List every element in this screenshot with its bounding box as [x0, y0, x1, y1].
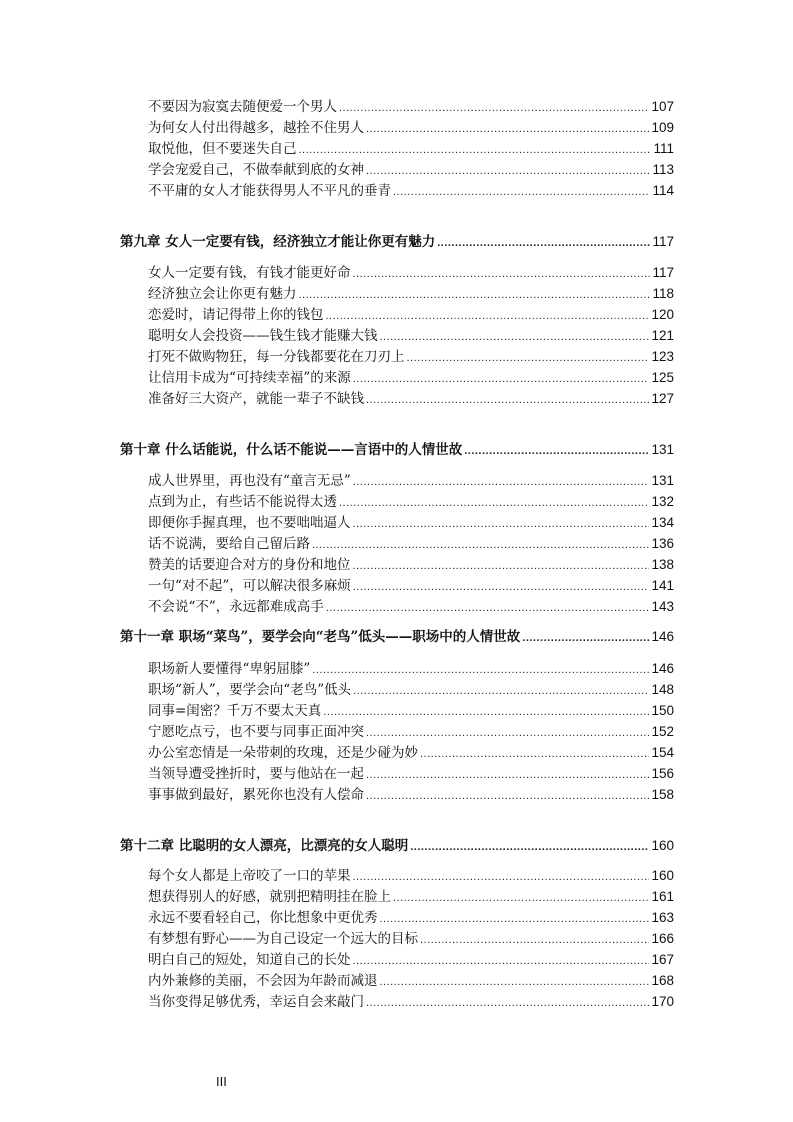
- dot-leader: [312, 536, 649, 554]
- toc-entry-page: 156: [651, 766, 674, 781]
- toc-entry-title: 职场新人要懂得“卑躬屈膝”: [148, 661, 311, 677]
- toc-entry[interactable]: [148, 285, 674, 304]
- toc-entry[interactable]: [148, 493, 674, 512]
- dot-leader: [366, 994, 649, 1012]
- toc-entry-page: 134: [651, 515, 674, 530]
- toc-entry-page: 160: [651, 868, 674, 883]
- toc-entry-page: 154: [651, 745, 674, 760]
- toc-chapter-page: 131: [651, 442, 674, 457]
- toc-entry-title: 有梦想有野心——为自己设定一个远大的目标: [148, 931, 418, 947]
- toc-chapter-heading[interactable]: [120, 837, 674, 856]
- dot-leader: [393, 183, 650, 201]
- toc-entry-page: 148: [651, 682, 674, 697]
- toc-chapter-page: 117: [652, 234, 674, 249]
- dot-leader: [339, 494, 649, 512]
- dot-leader: [353, 557, 650, 575]
- toc-entry-title: 不要因为寂寞去随便爱一个男人: [148, 99, 337, 115]
- toc-entry[interactable]: [148, 909, 674, 928]
- toc-entry-page: 113: [652, 162, 674, 177]
- toc-chapter-page: 146: [651, 629, 674, 644]
- toc-entry-title: 让信用卡成为“可持续幸福”的来源: [148, 370, 351, 386]
- dot-leader: [420, 745, 649, 763]
- dot-leader: [323, 703, 649, 721]
- dot-leader: [366, 766, 649, 784]
- toc-entry-title: 职场“新人”，要学会向“老鸟”低头: [148, 682, 352, 698]
- toc-entry[interactable]: [148, 660, 674, 679]
- dot-leader: [380, 328, 650, 346]
- toc-entry-title: 即便你手握真理，也不要咄咄逼人: [148, 515, 351, 531]
- toc-entry-title: 明白自己的短处，知道自己的长处: [148, 952, 351, 968]
- toc-entry[interactable]: [148, 369, 674, 388]
- toc-entry-page: 114: [652, 183, 674, 198]
- toc-entry[interactable]: [148, 472, 674, 491]
- toc-entry-page: 123: [651, 349, 674, 364]
- toc-chapter-heading[interactable]: [120, 233, 674, 252]
- dot-leader: [366, 787, 649, 805]
- toc-entry-page: 141: [651, 578, 674, 593]
- toc-entry-title: 内外兼修的美丽，不会因为年龄而减退: [148, 973, 378, 989]
- dot-leader: [353, 952, 650, 970]
- toc-entry[interactable]: [148, 744, 674, 763]
- toc-entry-page: 117: [652, 265, 674, 280]
- toc-entry[interactable]: [148, 888, 674, 907]
- toc-entry[interactable]: [148, 535, 674, 554]
- toc-entry-title: 学会宠爱自己，不做奉献到底的女神: [148, 162, 364, 178]
- toc-entry-page: 150: [651, 703, 674, 718]
- toc-entry[interactable]: [148, 514, 674, 533]
- dot-leader: [366, 162, 650, 180]
- toc-entry[interactable]: [148, 306, 674, 325]
- toc-entry[interactable]: [148, 264, 674, 283]
- toc-entry[interactable]: [148, 98, 674, 117]
- toc-entry-title: 为何女人付出得越多，越拴不住男人: [148, 120, 364, 136]
- toc-entry-title: 赞美的话要迎合对方的身份和地位: [148, 557, 351, 573]
- toc-entry-title: 打死不做购物狂，每一分钱都要花在刀刃上: [148, 349, 405, 365]
- toc-entry-page: 170: [651, 994, 674, 1009]
- toc-entry[interactable]: [148, 993, 674, 1012]
- dot-leader: [326, 307, 650, 325]
- dot-leader: [353, 515, 650, 533]
- dot-leader: [380, 910, 650, 928]
- toc-entry-title: 事事做到最好，累死你也没有人偿命: [148, 787, 364, 803]
- toc-entry-page: 166: [651, 931, 674, 946]
- toc-entry-page: 127: [651, 391, 674, 406]
- toc-chapter-page: 160: [651, 838, 674, 853]
- toc-entry-page: 146: [651, 661, 674, 676]
- toc-entry[interactable]: [148, 867, 674, 886]
- dot-leader: [366, 724, 649, 742]
- dot-leader: [353, 578, 650, 596]
- toc-entry-title: 宁愿吃点亏，也不要与同事正面冲突: [148, 724, 364, 740]
- toc-entry-title: 永远不要看轻自己，你比想象中更优秀: [148, 910, 378, 926]
- dot-leader: [464, 442, 649, 460]
- toc-entry-title: 当领导遭受挫折时，要与他站在一起: [148, 766, 364, 782]
- toc-entry-page: 118: [652, 286, 674, 301]
- toc-entry[interactable]: [148, 765, 674, 784]
- dot-leader: [353, 682, 649, 700]
- dot-leader: [326, 599, 650, 617]
- toc-entry[interactable]: [148, 702, 674, 721]
- toc-entry-title: 一句“对不起”，可以解决很多麻烦: [148, 578, 351, 594]
- toc-entry-page: 161: [651, 889, 674, 904]
- toc-chapter-title: 第十章 什么话能说，什么话不能说——言语中的人情世故: [120, 442, 463, 458]
- toc-entry-title: 准备好三大资产，就能一辈子不缺钱: [148, 391, 364, 407]
- dot-leader: [299, 141, 652, 159]
- toc-entry-page: 143: [651, 599, 674, 614]
- toc-chapter-heading[interactable]: [120, 441, 674, 460]
- toc-entry[interactable]: [148, 972, 674, 991]
- toc-entry[interactable]: [148, 556, 674, 575]
- toc-entry-page: 125: [651, 370, 674, 385]
- toc-entry-page: 152: [651, 724, 674, 739]
- toc-entry[interactable]: [148, 930, 674, 949]
- toc-entry-title: 当你变得足够优秀，幸运自会来敲门: [148, 994, 364, 1010]
- dot-leader: [299, 286, 651, 304]
- toc-entry-title: 话不说满，要给自己留后路: [148, 536, 310, 552]
- toc-entry-page: 138: [651, 557, 674, 572]
- toc-entry-title: 每个女人都是上帝咬了一口的苹果: [148, 868, 351, 884]
- toc-entry-page: 131: [651, 473, 674, 488]
- dot-leader: [522, 629, 649, 647]
- dot-leader: [339, 99, 649, 117]
- toc-entry-page: 107: [651, 99, 674, 114]
- toc-entry-title: 点到为止，有些话不能说得太透: [148, 494, 337, 510]
- toc-entry-page: 158: [651, 787, 674, 802]
- toc-entry[interactable]: [148, 786, 674, 805]
- toc-entry[interactable]: [148, 327, 674, 346]
- toc-entry-page: 120: [651, 307, 674, 322]
- dot-leader: [407, 349, 650, 367]
- toc-entry[interactable]: [148, 119, 674, 138]
- toc-entry-page: 168: [651, 973, 674, 988]
- toc-entry[interactable]: [148, 182, 674, 201]
- toc-entry-page: 132: [651, 494, 674, 509]
- dot-leader: [353, 473, 650, 491]
- toc-entry-title: 成人世界里，再也没有“童言无忌”: [148, 473, 351, 489]
- dot-leader: [393, 889, 649, 907]
- toc-entry[interactable]: [148, 161, 674, 180]
- dot-leader: [353, 370, 650, 388]
- dot-leader: [410, 838, 649, 856]
- dot-leader: [366, 120, 649, 138]
- toc-entry-page: 136: [651, 536, 674, 551]
- toc-entry-title: 聪明女人会投资——钱生钱才能赚大钱: [148, 328, 378, 344]
- dot-leader: [380, 973, 650, 991]
- toc-entry[interactable]: [148, 598, 674, 617]
- toc-entry-page: 163: [651, 910, 674, 925]
- toc-entry-title: 不会说“不”，永远都难成高手: [148, 599, 324, 615]
- toc-entry-title: 经济独立会让你更有魅力: [148, 286, 297, 302]
- toc-entry-page: 111: [653, 141, 674, 156]
- toc-entry[interactable]: [148, 681, 674, 700]
- toc-entry-title: 女人一定要有钱，有钱才能更好命: [148, 265, 351, 281]
- toc-entry-page: 109: [651, 120, 674, 135]
- toc-entry[interactable]: [148, 348, 674, 367]
- dot-leader: [353, 265, 651, 283]
- toc-chapter-title: 第十一章 职场“菜鸟”，要学会向“老鸟”低头——职场中的人情世故: [120, 629, 521, 645]
- toc-entry-title: 恋爱时，请记得带上你的钱包: [148, 307, 324, 323]
- toc-entry[interactable]: [148, 723, 674, 742]
- dot-leader: [437, 234, 650, 252]
- toc-chapter-heading[interactable]: [120, 628, 674, 647]
- dot-leader: [366, 391, 649, 409]
- page-number: III: [216, 1074, 227, 1089]
- toc-entry-title: 同事=闺密？千万不要太天真: [148, 703, 322, 719]
- dot-leader: [312, 661, 649, 679]
- toc-chapter-title: 第九章 女人一定要有钱，经济独立才能让你更有魅力: [120, 234, 436, 250]
- toc-entry[interactable]: [148, 577, 674, 596]
- toc-entry-page: 121: [651, 328, 674, 343]
- toc-entry[interactable]: [148, 140, 674, 159]
- toc-entry-page: 167: [651, 952, 674, 967]
- toc-entry[interactable]: [148, 951, 674, 970]
- dot-leader: [420, 931, 649, 949]
- dot-leader: [353, 868, 650, 886]
- toc-entry-title: 不平庸的女人才能获得男人不平凡的垂青: [148, 183, 391, 199]
- toc-entry[interactable]: [148, 390, 674, 409]
- toc-chapter-title: 第十二章 比聪明的女人漂亮，比漂亮的女人聪明: [120, 838, 409, 854]
- toc-entry-title: 想获得别人的好感，就别把精明挂在脸上: [148, 889, 391, 905]
- toc-entry-title: 取悦他，但不要迷失自己: [148, 141, 297, 157]
- toc-entry-title: 办公室恋情是一朵带刺的玫瑰，还是少碰为妙: [148, 745, 418, 761]
